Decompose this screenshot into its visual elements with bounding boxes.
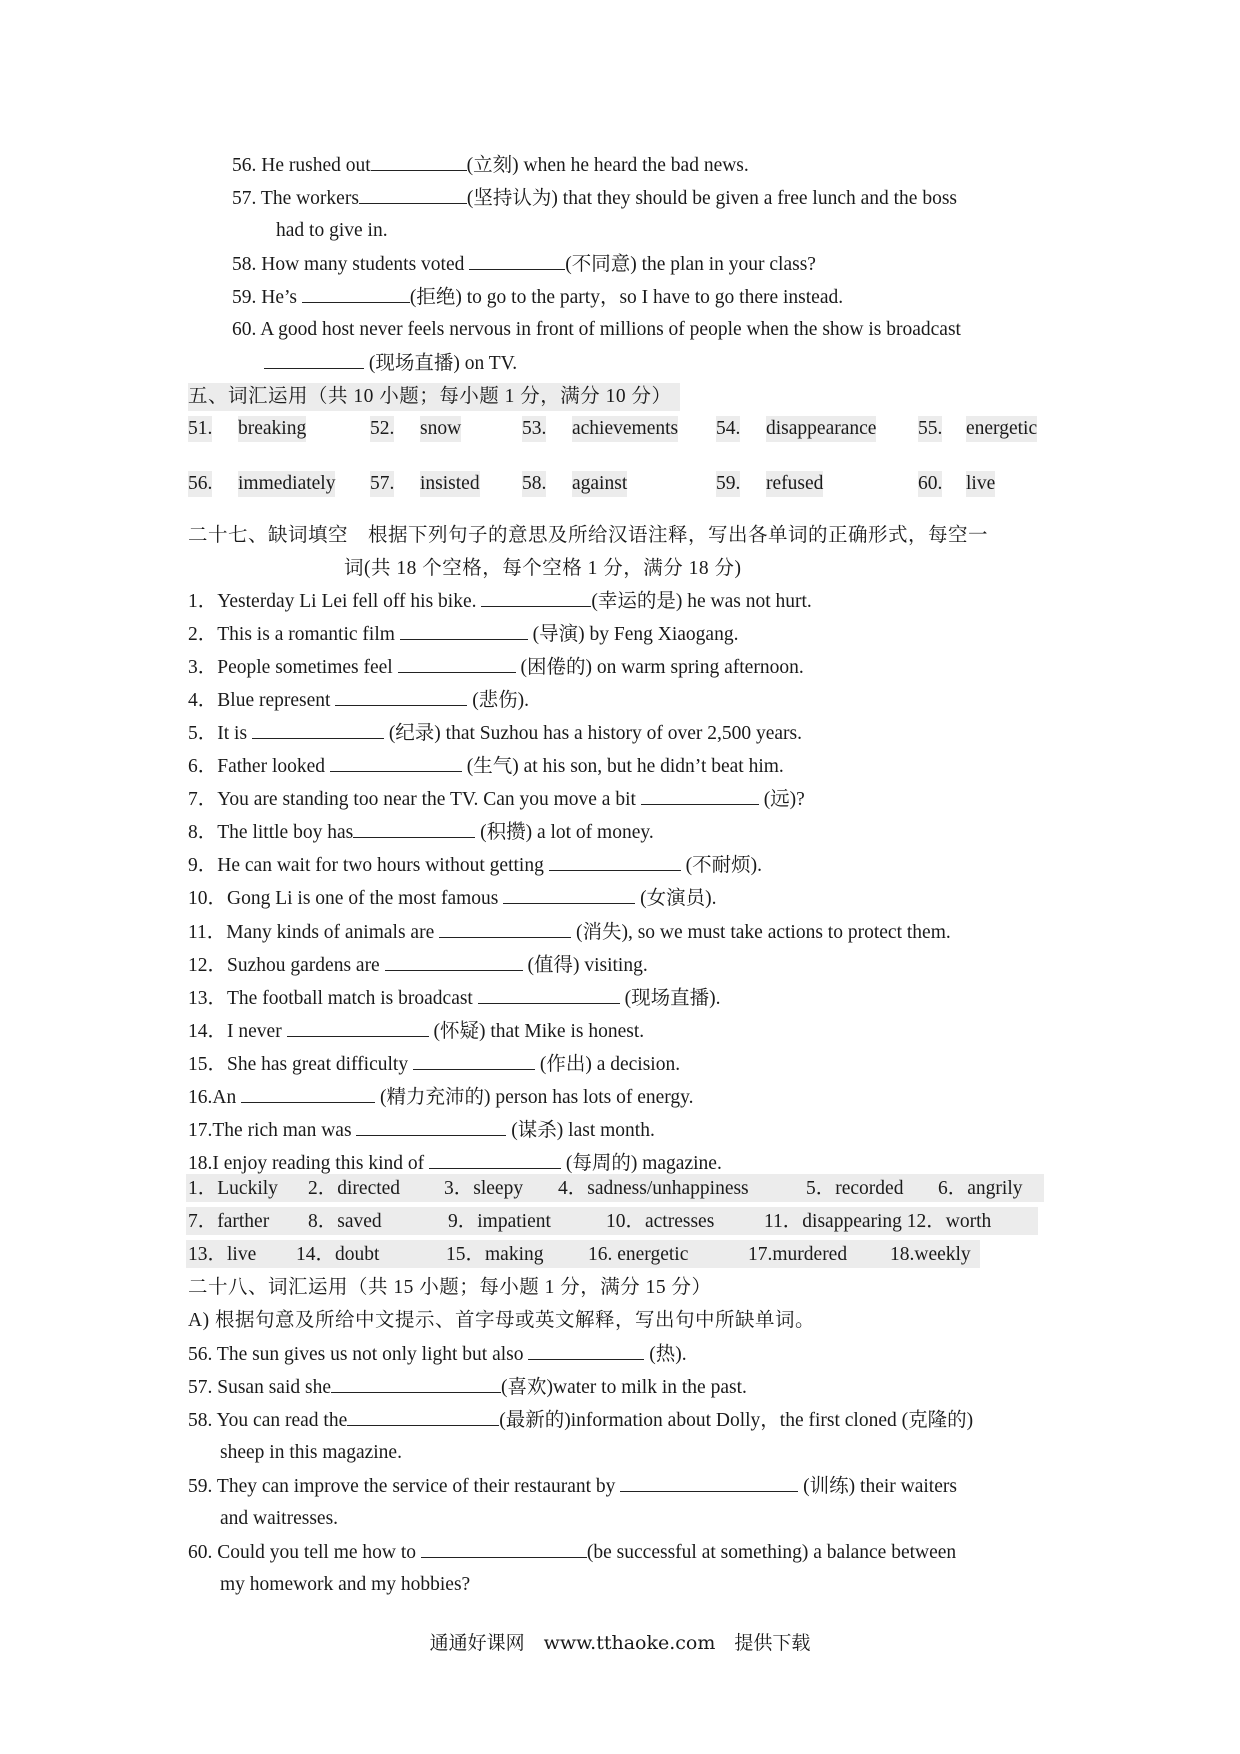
section27-item	[188, 952, 648, 979]
item-number: 1．	[188, 591, 218, 612]
item-number: 13．	[188, 988, 228, 1009]
item-hint: (不耐烦).	[680, 855, 762, 876]
section27-item	[188, 1084, 694, 1111]
answer-blank[interactable]	[398, 654, 516, 673]
item-text: The football match is broadcast	[227, 988, 478, 1009]
item-number: 7．	[188, 789, 218, 810]
item-hint: (幸运的是) he was not hurt.	[591, 591, 812, 612]
item-text: The little boy has	[217, 822, 354, 843]
answer-blank[interactable]	[413, 1051, 535, 1070]
top-item-57-cont: had to give in.	[276, 220, 388, 241]
item-number: 18.	[188, 1153, 213, 1174]
item-hint: (生气) at his son, but he didn’t beat him.	[461, 756, 784, 777]
item-hint: (导演) by Feng Xiaogang.	[527, 624, 739, 645]
answer-blank[interactable]	[287, 1018, 429, 1037]
section27-answers-row1: 1．Luckily 2．directed 3．sleepy 4．sadness/unhappiness 5．recorded 6．angrily	[188, 1178, 1023, 1199]
item-text: Gong Li is one of the most famous	[227, 888, 504, 909]
answer-blank[interactable]	[241, 1084, 375, 1103]
item-hint: (现场直播).	[619, 988, 721, 1009]
item-hint: (每周的) magazine.	[561, 1153, 722, 1174]
answer-blank[interactable]	[302, 284, 410, 303]
section28-heading: 二十八、词汇运用（共 15 小题；每小题 1 分，满分 15 分）	[188, 1277, 712, 1298]
answer-blank[interactable]	[439, 919, 571, 938]
item-text: It is	[217, 723, 252, 744]
item-text: The rich man was	[212, 1120, 357, 1141]
section5-answers-row1: 51. breaking 52. snow 53. achievements 54. disappearance 55. energetic	[188, 416, 1048, 442]
answer-blank[interactable]	[469, 251, 565, 270]
item-number: 5．	[188, 723, 218, 744]
section27-item	[188, 786, 805, 813]
section27-item	[188, 885, 716, 912]
section27-item	[188, 753, 784, 780]
item-hint: (怀疑) that Mike is honest.	[428, 1021, 645, 1042]
item-hint: (悲伤).	[467, 690, 530, 711]
answer-blank[interactable]	[503, 885, 635, 904]
answer-blank[interactable]	[641, 786, 759, 805]
item-hint: (远)?	[758, 789, 805, 810]
item-hint: (纪录) that Suzhou has a history of over 2,500 years.	[383, 723, 803, 744]
section27-item	[188, 1150, 722, 1177]
item-text: This is a romantic film	[217, 624, 400, 645]
item-number: 4．	[188, 690, 218, 711]
answer-blank[interactable]	[620, 1473, 798, 1492]
section27-item	[188, 654, 804, 681]
s28-item-56: 56. The sun gives us not only light but also (热).	[188, 1341, 687, 1368]
answer-blank[interactable]	[335, 687, 467, 706]
item-text: I enjoy reading this kind of	[212, 1153, 429, 1174]
item-number: 2．	[188, 624, 218, 645]
section27-item	[188, 852, 762, 879]
answer-blank[interactable]	[385, 952, 523, 971]
s28-item-57: 57. Susan said she (喜欢)water to milk in the past.	[188, 1374, 747, 1401]
item-hint: (作出) a decision.	[534, 1054, 681, 1075]
section27-answers-row3: 13．live 14．doubt 15．making 16. energetic 17.murdered 18.weekly	[188, 1244, 971, 1265]
item-text: Many kinds of animals are	[226, 922, 440, 943]
section5-answers-row2: 56. immediately 57. insisted 58. against 59. refused 60. live	[188, 471, 1048, 497]
answer-blank[interactable]	[347, 1407, 499, 1426]
top-item-60: 60. A good host never feels nervous in front of millions of people when the show is broadcast	[232, 319, 961, 340]
answer-blank[interactable]	[478, 985, 620, 1004]
item-text: Father looked	[217, 756, 330, 777]
section27-item	[188, 687, 529, 714]
item-number: 15．	[188, 1054, 228, 1075]
s28-item-58: 58. You can read the (最新的)information about Dolly，the first cloned (克隆的)	[188, 1407, 973, 1434]
answer-blank[interactable]	[264, 350, 364, 369]
answer-blank[interactable]	[421, 1539, 587, 1558]
section27-item	[188, 819, 654, 846]
item-number: 16.	[188, 1087, 213, 1108]
section27-heading-cont: 词(共 18 个空格，每个空格 1 分，满分 18 分)	[344, 558, 742, 579]
top-item-60-cont: (现场直播) on TV.	[264, 350, 517, 377]
answer-blank[interactable]	[356, 1117, 506, 1136]
item-text: He can wait for two hours without getting	[217, 855, 549, 876]
answer-blank[interactable]	[353, 819, 475, 838]
top-item-57: 57. The workers (坚持认为) that they should be given a free lunch and the boss	[232, 185, 957, 212]
item-text: Blue represent	[217, 690, 336, 711]
answer-blank[interactable]	[330, 753, 462, 772]
section27-item	[188, 588, 812, 615]
item-text: You are standing too near the TV. Can you move a bit	[217, 789, 641, 810]
section27-item	[188, 621, 738, 648]
item-number: 14．	[188, 1021, 228, 1042]
answer-blank[interactable]	[481, 588, 591, 607]
answer-blank[interactable]	[371, 152, 467, 171]
item-text: Suzhou gardens are	[227, 955, 385, 976]
item-number: 6．	[188, 756, 218, 777]
section27-item	[188, 720, 802, 747]
item-hint: (女演员).	[635, 888, 717, 909]
item-number: 8．	[188, 822, 218, 843]
item-text: I never	[227, 1021, 287, 1042]
item-hint: (精力充沛的) person has lots of energy.	[375, 1087, 694, 1108]
answer-blank[interactable]	[429, 1150, 561, 1169]
item-number: 10．	[188, 888, 228, 909]
item-hint: (积攒) a lot of money.	[475, 822, 654, 843]
item-text: She has great difficulty	[227, 1054, 413, 1075]
item-hint: (值得) visiting.	[522, 955, 648, 976]
section27-item	[188, 1117, 655, 1144]
section27-item	[188, 1018, 644, 1045]
top-item-59: 59. He’s (拒绝) to go to the party，so I have to go there instead.	[232, 284, 843, 311]
item-number: 3．	[188, 657, 218, 678]
answer-blank[interactable]	[252, 720, 384, 739]
section27-item	[188, 919, 951, 946]
answer-blank[interactable]	[331, 1374, 501, 1393]
item-text: An	[212, 1087, 242, 1108]
answer-blank[interactable]	[359, 185, 467, 204]
section27-answers-row2: 7．farther 8．saved 9．impatient 10．actresses 11．disappearing 12．worth	[188, 1211, 992, 1232]
answer-blank[interactable]	[528, 1341, 644, 1360]
section5-heading: 五、词汇运用（共 10 小题；每小题 1 分，满分 10 分）	[188, 383, 680, 411]
item-hint: (消失), so we must take actions to protect them.	[571, 922, 951, 943]
section27-item	[188, 1051, 680, 1078]
s28-item-60-cont: my homework and my hobbies?	[220, 1574, 471, 1595]
section28-subheading: A) 根据句意及所给中文提示、首字母或英文解释，写出句中所缺单词。	[188, 1310, 815, 1331]
item-number: 11．	[188, 922, 227, 943]
footer-source: 通通好课网 www.tthaoke.com 提供下载	[429, 1632, 811, 1654]
answer-blank[interactable]	[400, 621, 528, 640]
item-number: 12．	[188, 955, 228, 976]
item-number: 9．	[188, 855, 218, 876]
top-item-58: 58. How many students voted (不同意) the plan in your class?	[232, 251, 816, 278]
section27-heading: 二十七、缺词填空 根据下列句子的意思及所给汉语注释，写出各单词的正确形式，每空一	[188, 525, 989, 546]
s28-item-60: 60. Could you tell me how to (be successful at something) a balance between	[188, 1539, 956, 1566]
s28-item-59: 59. They can improve the service of their restaurant by (训练) their waiters	[188, 1473, 957, 1500]
item-number: 17.	[188, 1120, 213, 1141]
item-hint: (困倦的) on warm spring afternoon.	[515, 657, 804, 678]
section27-item	[188, 985, 720, 1012]
item-text: Yesterday Li Lei fell off his bike.	[217, 591, 482, 612]
s28-item-58-cont: sheep in this magazine.	[220, 1442, 402, 1463]
s28-item-59-cont: and waitresses.	[220, 1508, 339, 1529]
item-text: People sometimes feel	[217, 657, 398, 678]
top-item-56: 56. He rushed out (立刻) when he heard the bad news.	[232, 152, 749, 179]
item-hint: (谋杀) last month.	[506, 1120, 655, 1141]
answer-blank[interactable]	[549, 852, 681, 871]
